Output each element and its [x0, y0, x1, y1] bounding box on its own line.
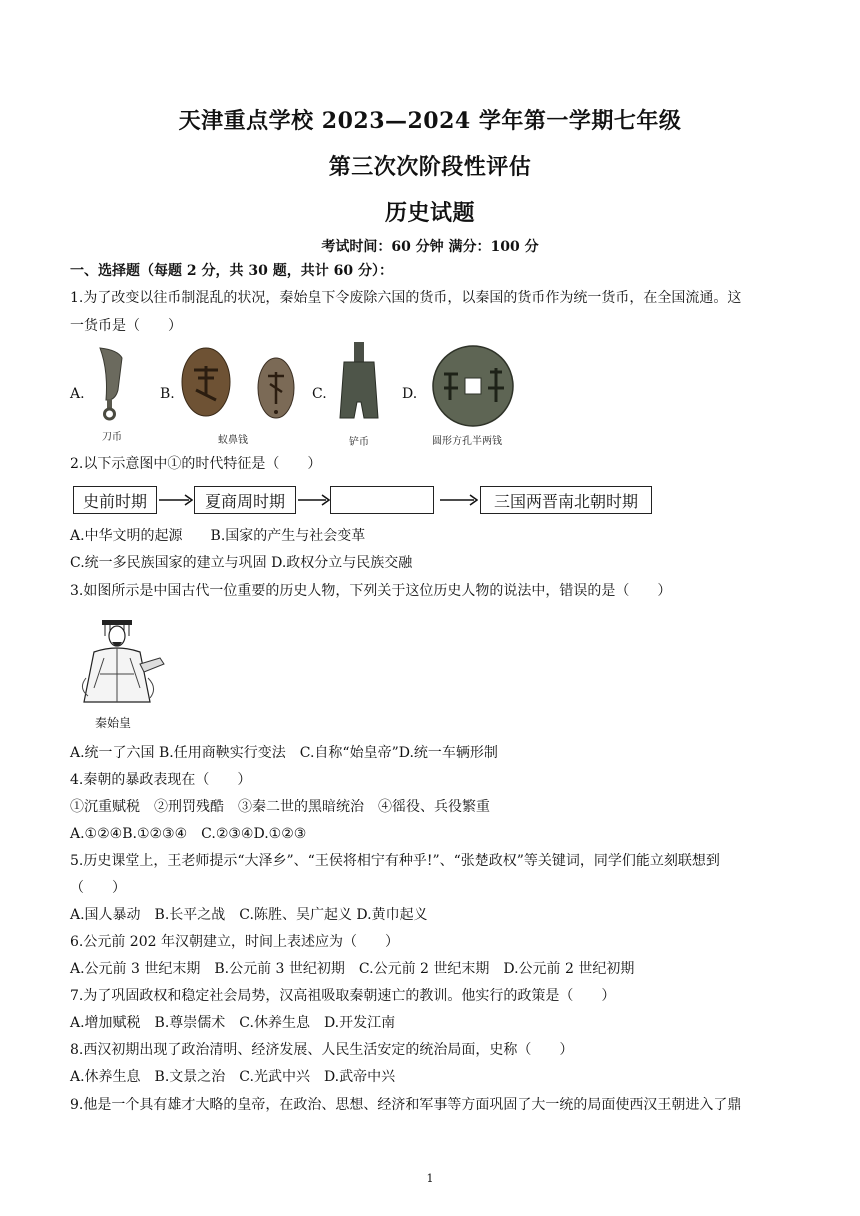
q7-options: A.增加赋税 B.尊崇儒术 C.休养生息 D.开发江南: [70, 1015, 396, 1031]
q1-stem-line1: 1.为了改变以往币制混乱的状况，秦始皇下令废除六国的货币，以秦国的货币作为统一货币，在全国流通。这: [70, 290, 742, 306]
q5-stem-line2: （ ）: [70, 880, 126, 896]
flow-arrow-1-icon: [159, 492, 193, 508]
q3-options: A.统一了六国 B.任用商鞅实行变法 C.自称“始皇帝”D.统一车辆形制: [70, 745, 498, 761]
q3-portrait-caption: 秦始皇: [95, 716, 132, 730]
q2-options-line1: A.中华文明的起源 B.国家的产生与社会变革: [70, 528, 366, 544]
flow-box-blank: [330, 486, 434, 514]
q1-option-d-label: D.: [402, 386, 418, 402]
exam-subject-title: 历史试题: [384, 200, 475, 226]
q8-options: A.休养生息 B.文景之治 C.光武中兴 D.武帝中兴: [70, 1069, 396, 1085]
q1-option-c-label: C.: [312, 386, 327, 402]
flow-arrow-2-icon: [298, 492, 330, 508]
q1-option-b-label: B.: [160, 386, 175, 402]
section-heading: 一、选择题（每题 2 分，共 30 题，共计 60 分）：: [70, 263, 393, 279]
q2-options-line2: C.统一多民族国家的建立与巩固 D.政权分立与民族交融: [70, 555, 413, 571]
q1-option-d-caption: 圆形方孔半两钱: [432, 436, 502, 447]
flow-box-prehistoric: 史前时期: [73, 486, 157, 514]
q4-stem: 4.秦朝的暴政表现在（ ）: [70, 772, 252, 788]
exam-info: 考试时间：60 分钟 满分：100 分: [321, 239, 539, 255]
q7-stem: 7.为了巩固政权和稳定社会局势，汉高祖吸取秦朝速亡的教训。他实行的政策是（ ）: [70, 988, 616, 1004]
q4-items: ①沉重赋税 ②刑罚残酷 ③秦二世的黑暗统治 ④徭役、兵役繁重: [70, 799, 490, 815]
q1-stem-line2: 一货币是（ ）: [70, 318, 182, 334]
q6-options: A.公元前 3 世纪末期 B.公元前 3 世纪初期 C.公元前 2 世纪末期 D.公元前 2 世纪初期: [70, 961, 635, 977]
qin-shihuang-portrait-image: [74, 618, 170, 708]
q1-option-a-label: A.: [70, 386, 85, 402]
flow-box-xia-shang-zhou: 夏商周时期: [194, 486, 296, 514]
ant-nose-coin-image: [176, 344, 306, 424]
q6-stem: 6.公元前 202 年汉朝建立，时间上表述应为（ ）: [70, 934, 399, 950]
exam-title-line1: 天津重点学校 2023—2024 学年第一学期七年级: [178, 108, 682, 134]
banliang-coin-image: [428, 344, 518, 428]
q1-option-c-caption: 铲币: [349, 437, 369, 448]
q2-stem: 2.以下示意图中①的时代特征是（ ）: [70, 456, 322, 472]
spade-coin-image: [334, 340, 384, 430]
q5-options: A.国人暴动 B.长平之战 C.陈胜、吴广起义 D.黄巾起义: [70, 907, 428, 923]
flow-arrow-3-icon: [440, 492, 478, 508]
q1-option-a-caption: 刀币: [102, 432, 122, 443]
q5-stem-line1: 5.历史课堂上，王老师提示“大泽乡”、“王侯将相宁有种乎!”、“张楚政权”等关键词，同学们能立刻联想到: [70, 853, 720, 869]
q9-stem-line1: 9.他是一个具有雄才大略的皇帝，在政治、思想、经济和军事等方面巩固了大一统的局面使西汉王朝进入了鼎: [70, 1097, 742, 1113]
flow-box-three-kingdoms: 三国两晋南北朝时期: [480, 486, 652, 514]
knife-coin-image: [92, 344, 132, 424]
q8-stem: 8.西汉初期出现了政治清明、经济发展、人民生活安定的统治局面，史称（ ）: [70, 1042, 574, 1058]
q4-options: A.①②④B.①②③④ C.②③④D.①②③: [70, 826, 307, 842]
q1-option-b-caption: 蚁鼻钱: [218, 435, 248, 446]
page-number: 1: [426, 1172, 434, 1185]
q3-stem: 3.如图所示是中国古代一位重要的历史人物，下列关于这位历史人物的说法中，错误的是（ ）: [70, 583, 672, 599]
exam-title-line2: 第三次次阶段性评估: [328, 154, 532, 180]
